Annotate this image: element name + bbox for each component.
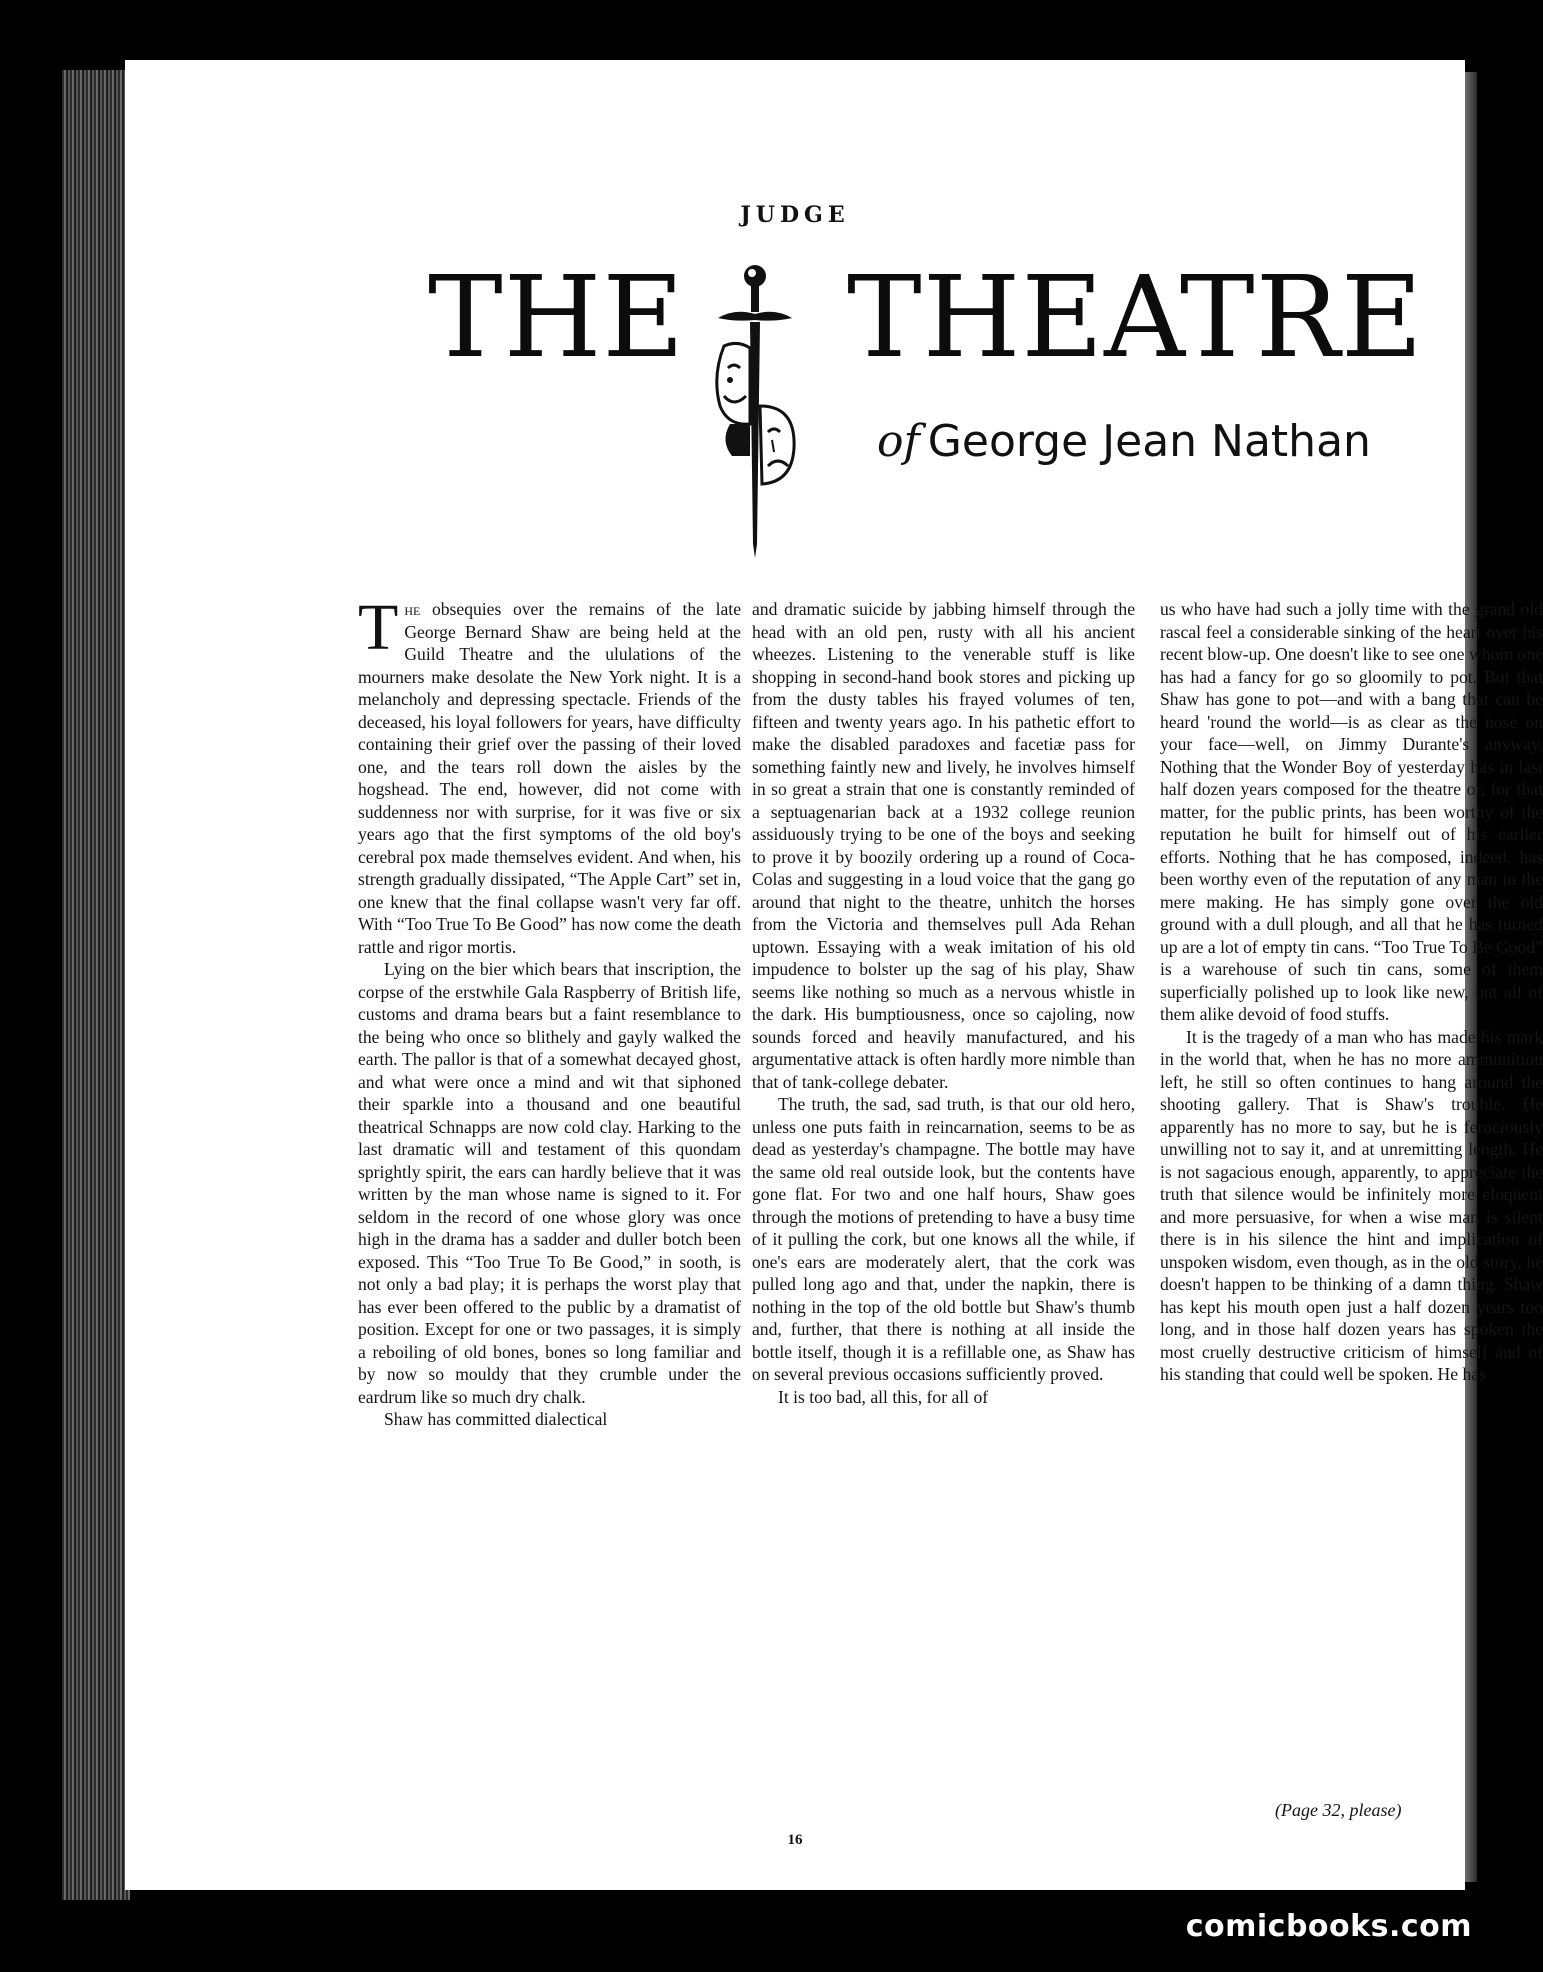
- title-word-the: THE: [428, 253, 686, 383]
- magazine-page: [125, 60, 1543, 1890]
- article-column-1: [358, 591, 741, 1826]
- lead-text: obsequies over the remains of the late George Bernard Shaw are being held at the Guild Theatre and the ululations of the mourners make desolate the New York night. It is a melancholy and depressing spectacle. Friends of the deceased, his loyal followers for years, have difficulty containing their grief over the passing of their loved one, and the tears roll down the aisles by the hogshead. The end, however, did not come with suddenness nor with surprise, for it was five or six years ago that the first symptoms of the old boy's cerebral pox made themselves evident. And when, his strength gradually dissipated, “The Apple Cart” set in, one knew that the final collapse wasn't very far off. With “Too True To Be Good” has now come the death rattle and rigor mortis.: [358, 599, 741, 957]
- article-paragraph: It is the tragedy of a man who has made his mark in the world that, when he has no more ammunition left, he still so often continues to hang around the shooting gallery. That is Shaw's trouble. He apparently has no more to say, but he is ferociously unwilling not to say it, and at unremitting length. He is not sagacious enough, apparently, to appreciate the truth that silence would be infinitely more eloquent and more persuasive, for when a wise man is silent there is in his silence the hint and implication of unspoken wisdom, even though, as in the old story, he doesn't happen to be thinking of a damn thing. Shaw has kept his mouth open just a half dozen years too long, and in those half dozen years has spoken the most cruelly destructive criticism of himself and of his standing that could well be spoken. He has: [1160, 1026, 1543, 1384]
- article-paragraph: The truth, the sad, sad truth, is that our old hero, unless one puts faith in reincarnation, seems to be as dead as yesterday's champagne. The bottle may have the same old real outside look, but the contents have gone flat. For two and one half hours, Shaw goes through the motions of pretending to have a busy time of it pulling the cork, but one knows all the while, if one's ears are moderately alert, that the cork was pulled long ago and that, under the napkin, there is nothing in the top of the old bottle but Shaw's thumb and, further, that there is nothing at all inside the bottle itself, though it is a refillable one, as Shaw has on several previous occasions sufficiently proved.: [752, 1094, 1135, 1384]
- title-word-theatre: THEATRE: [847, 253, 1424, 383]
- book-page-edges: [62, 70, 130, 1900]
- page-number: 16: [787, 1832, 803, 1848]
- article-paragraph: It is too bad, all this, for all of: [778, 1386, 989, 1407]
- article-column-3: [1160, 598, 1543, 1826]
- article-column-2: [752, 598, 1135, 1826]
- sword-masks-icon: [710, 256, 800, 561]
- site-watermark: comicbooks.com: [1185, 1909, 1472, 1944]
- article-paragraph: Shaw has committed dialectical: [384, 1409, 608, 1429]
- article-paragraph: [358, 591, 741, 958]
- lead-smallcaps: he: [404, 599, 421, 619]
- byline-of: of: [877, 416, 920, 467]
- continued-page-reference: (Page 32, please): [1275, 1800, 1402, 1820]
- drop-cap: T: [358, 591, 399, 664]
- magazine-masthead: JUDGE: [740, 202, 850, 228]
- article-paragraph: us who have had such a jolly time with the grand old rascal feel a considerable sinking of the heart over his recent blow-up. One doesn't like to see one whom one has had a fancy for go so gloomily to pot. But that Shaw has gone to pot—and with a bang that can be heard 'round the world—is as clear as the nose on your face—well, on Jimmy Durante's anyway. Nothing that the Wonder Boy of yesterday has in last half dozen years composed for the theatre or, for that matter, for the public prints, has been worthy of the reputation he built for himself out of his earlier efforts. Nothing that he has composed, indeed, has been worthy even of the reputation of any man in the mere making. He has simply gone over the old ground with a dull plough, and all that he has turned up are a lot of empty tin cans. “Too True To Be Good” is a warehouse of such tin cans, some of them superficially polished up to look like new, but all of them alike devoid of food stuffs.: [1160, 599, 1543, 1024]
- author-name: George Jean Nathan: [927, 416, 1371, 467]
- byline: [877, 416, 1371, 467]
- article-paragraph: Lying on the bier which bears that inscription, the corpse of the erstwhile Gala Raspberry of British life, customs and drama bears but a faint resemblance to the being who once so blithely and gayly walked the earth. The pallor is that of a somewhat decayed ghost, and what were once a mind and wit that siphoned their sparkle into a thousand and one beautiful theatrical Schnapps are now cold clay. Harking to the last dramatic will and testament of this quondam sprightly spirit, the ears can hardly believe that it was written by the man whose name is signed to it. For seldom in the record of one whose glory was once high in the drama has a sadder and duller botch been exposed. This “Too True To Be Good,” in sooth, is not only a bad play; it is perhaps the worst play that has ever been offered to the public by a dramatist of position. Except for one or two passages, it is simply a reboiling of old bones, bones so long familiar and by now so mouldy that they crumble under the eardrum like so much dry chalk.: [358, 959, 741, 1407]
- article-paragraph: and dramatic suicide by jabbing himself through the head with an old pen, rusty with all his ancient wheezes. Listening to the venerable stuff is like shopping in second-hand book stores and picking up from the dusty tables his frayed volumes of ten, fifteen and twenty years ago. In his pathetic effort to make the disabled paradoxes and facetiæ pass for something faintly new and lively, he involves himself in so great a strain that one is constantly reminded of a septuagenarian back at a 1932 college reunion assiduously trying to be one of the boys and seeking to prove it by boozily ordering up a round of Coca-Colas and suggesting in a loud voice that the gang go around that night to the theatre, unhitch the horses from the Victoria and themselves pull Ada Rehan uptown. Essaying with a weak imitation of his old impudence to bolster up the sag of his play, Shaw seems like nothing so much as a nervous whistle in the dark. His bumptiousness, once so cajoling, now sounds forced and heavily manufactured, and his argumentative attack is often hardly more nimble than that of tank-college debater.: [752, 599, 1135, 1092]
